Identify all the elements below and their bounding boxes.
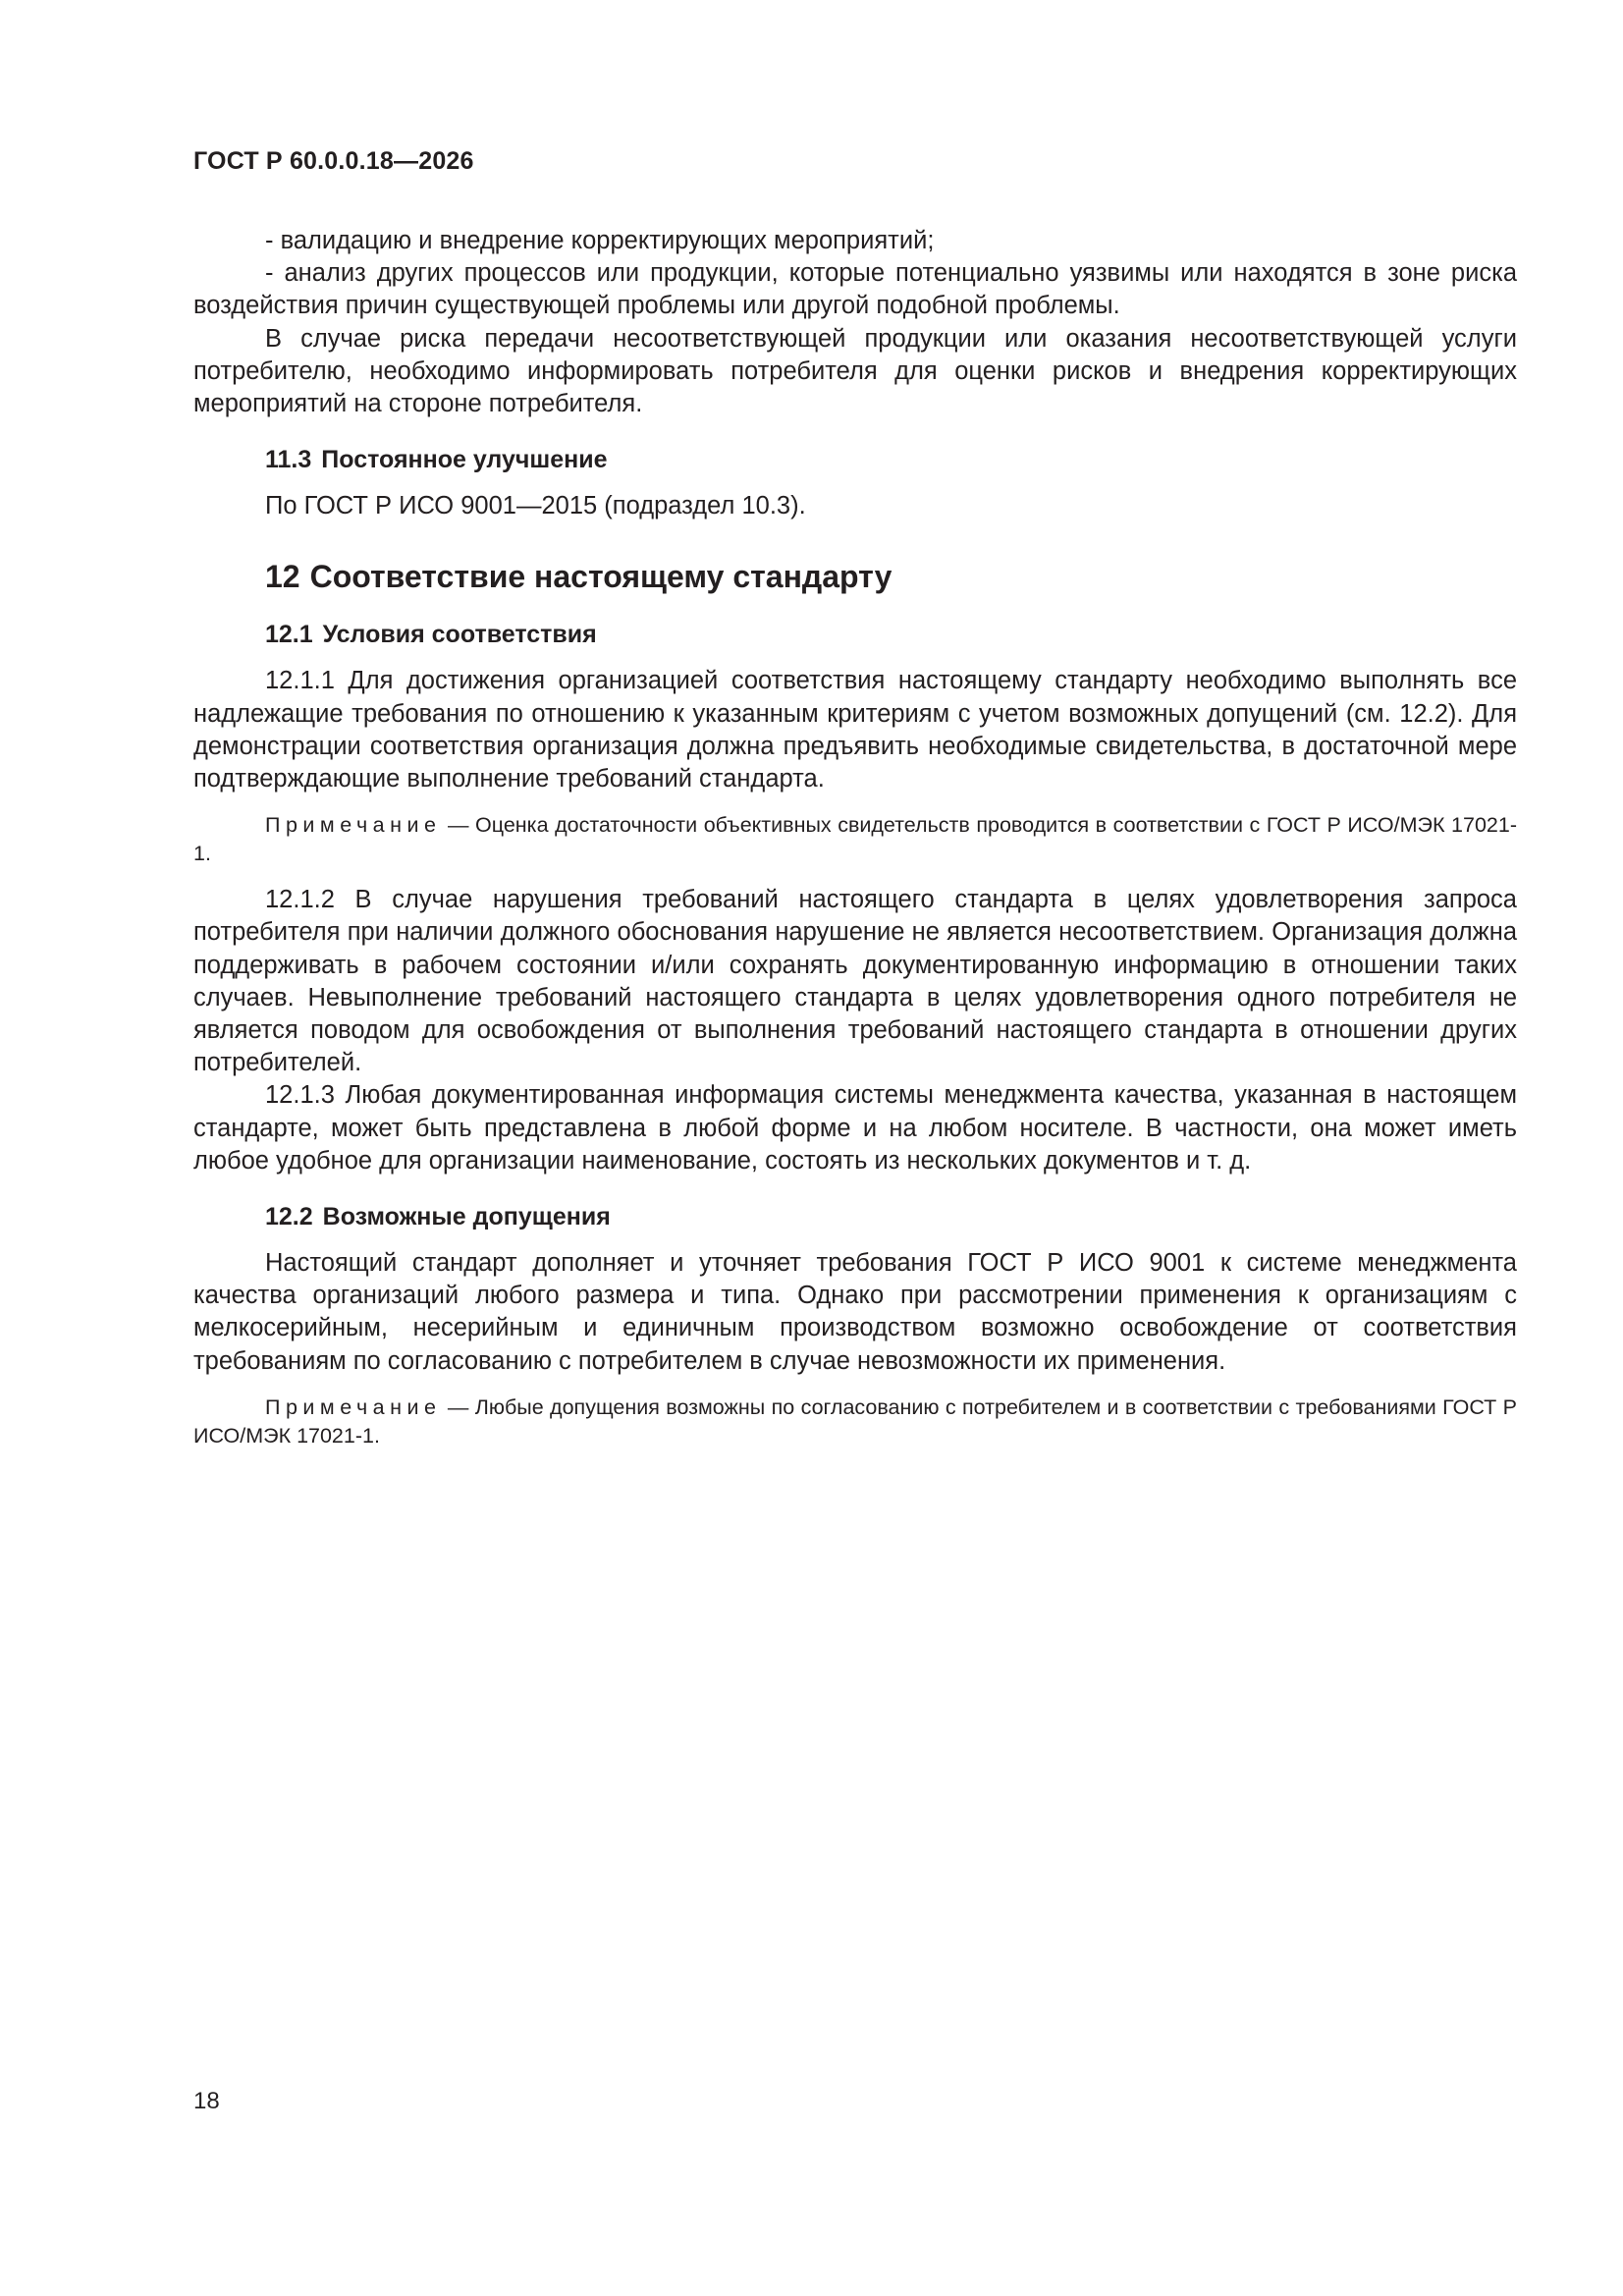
section-heading-11-3	[265, 444, 1517, 476]
section-number: 12.2	[265, 1203, 313, 1231]
section-heading-12-2	[265, 1201, 1517, 1233]
paragraph-12-1-1: 12.1.1 Для достижения организацией соответствия настоящему стандарту необходимо выполнять все надлежащие требования по отношению к указанным критериям с учетом возможных допущений (см. 12.2). Для демонстрации соответствия организация должна предъявить необходимые свидетельства, в достаточной мере подтверждающие выполнение требований стандарта.	[193, 667, 1517, 793]
section-heading-12	[265, 558, 1517, 595]
paragraph-12-1-3: 12.1.3 Любая документированная информация системы менеджмента качества, указанная в настоящем стандарте, может быть представлена в любой форме и на любом носителе. В частности, она может иметь любое удобное для организации наименование, состоять из нескольких документов и т. д.	[193, 1081, 1517, 1175]
paragraph-risk: В случае риска передачи несоответствующей продукции или оказания несоответствующей услуги потребителю, необходимо информировать потребителя для оценки рисков и внедрения корректирующих мероприятий на стороне потребителя.	[193, 324, 1517, 418]
list-item-validation: - валидацию и внедрение корректирующих мероприятий;	[265, 227, 935, 254]
page-content	[193, 225, 1517, 1450]
note-12-2	[193, 1394, 1517, 1450]
section-heading-12-1	[265, 619, 1517, 651]
section-number: 12.1	[265, 621, 313, 649]
list-item-analysis: - анализ других процессов или продукции, которые потенциально уязвимы или находятся в зоне риска воздействия причин существующей проблемы или другой подобной проблемы.	[193, 259, 1517, 320]
paragraph-12-2: Настоящий стандарт дополняет и уточняет требования ГОСТ Р ИСО 9001 к системе менеджмента качества организаций любого размера и типа. Однако при рассмотрении применения к организациям с мелкосерийным, несерийным и единичным производством возможно освобождение от соответствия требованиям по согласованию с потребителем в случае невозможности их применения.	[193, 1249, 1517, 1375]
section-title: Возможные допущения	[322, 1203, 611, 1231]
note-label: Примечание	[265, 813, 442, 838]
section-title: Постоянное улучшение	[321, 446, 608, 474]
paragraph-12-1-2: 12.1.2 В случае нарушения требований настоящего стандарта в целях удовлетворения запроса потребителя при наличии должного обоснования нарушение не является несоответствием. Организация должна поддерживать в рабочем состоянии и/или сохранять документированную информацию в отношении таких случаев. Невыполнение требований настоящего стандарта в целях удовлетворения одного потребителя не является поводом для освобождения от выполнения требований настоящего стандарта в отношении других потребителей.	[193, 886, 1517, 1077]
note-text: — Оценка достаточности объективных свидетельств проводится в соответствии с ГОСТ Р ИСО/МЭК 17021-1.	[193, 813, 1517, 866]
section-number: 12	[265, 559, 300, 595]
note-label: Примечание	[265, 1394, 442, 1419]
page-number: 18	[193, 2088, 220, 2114]
section-title: Условия соответствия	[322, 621, 597, 649]
note-12-1	[193, 811, 1517, 868]
document-code-header: ГОСТ Р 60.0.0.18—2026	[193, 147, 474, 175]
note-text: — Любые допущения возможны по согласованию с потребителем и в соответствии с требованиями ГОСТ Р ИСО/МЭК 17021-1.	[193, 1394, 1517, 1448]
paragraph-11-3: По ГОСТ Р ИСО 9001—2015 (подраздел 10.3).	[265, 492, 806, 520]
section-number: 11.3	[265, 446, 312, 474]
section-title: Соответствие настоящему стандарту	[309, 559, 893, 595]
